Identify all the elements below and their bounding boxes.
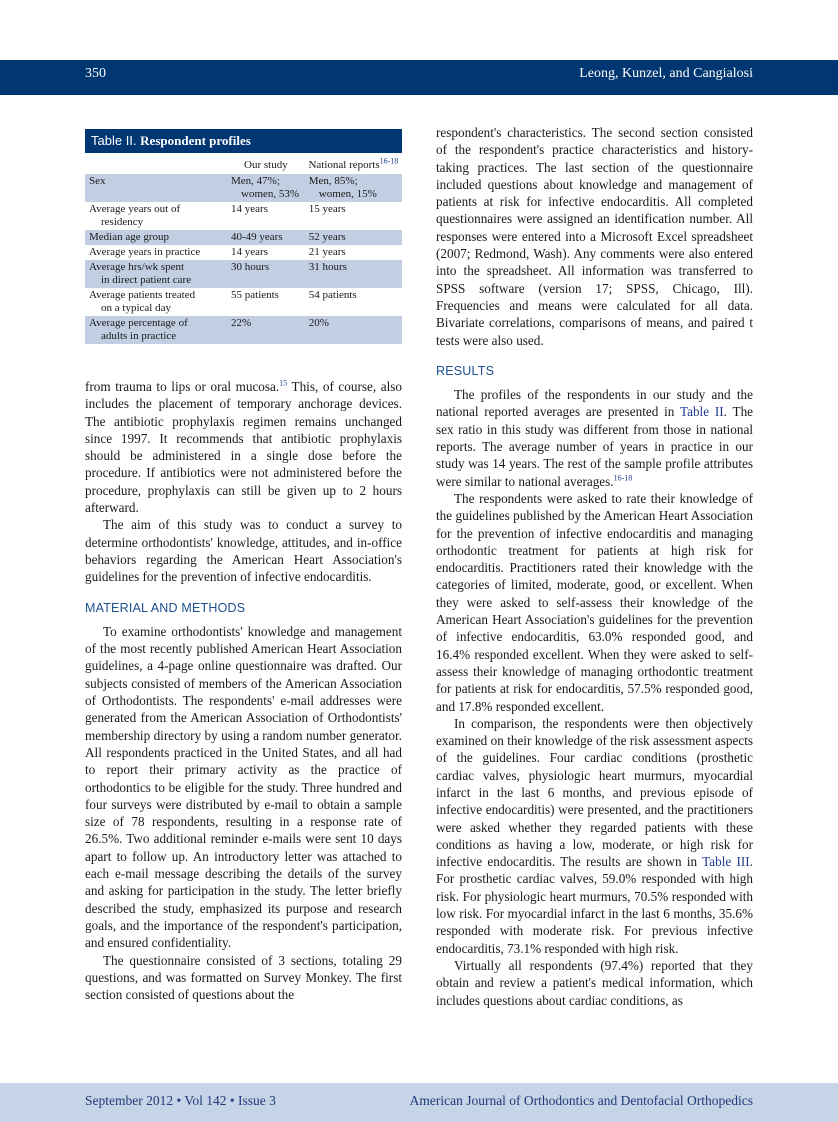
text-run: from trauma to lips or oral mucosa. [85,379,280,394]
national-value [305,174,402,202]
table-row [85,174,402,202]
paragraph [85,623,402,952]
paragraph [436,957,753,1009]
issue-info: September 2012 • Vol 142 • Issue 3 [85,1093,276,1108]
row-label [85,202,227,230]
section-heading: MATERIAL AND METHODS [85,600,246,615]
value-line1: 22% [231,317,252,329]
our-study-value [227,245,305,260]
our-study-value [227,202,305,230]
national-value [305,202,402,230]
text-run: The respondents were asked to rate their knowledge of the guidelines published by the American Heart Association for the prevention of infective endocarditis and managing orthodontic treatment for patients at high risk for endocarditis. Practitioners rated their knowledge with the categories of limited, moderate, good, or excellent. When they were asked to self-assess their knowledge of the American Heart Association's guidelines for the prevention of infective endocarditis, 63.0% responded good, and 16.4% responded excellent. When they were asked to self-assess their knowledge of managing orthodontic treatment for patients at risk for endocarditis, 57.5% responded good, and 17.8% responded excellent. [436,490,753,714]
col-our-study: Our study [244,159,288,171]
value-line1: 21 years [308,246,346,258]
national-value [305,230,402,245]
text-run: The questionnaire consisted of 3 sections, totaling 29 questions, and was formatted on Survey Monkey. The first section consisted of questions about the [85,952,402,1003]
value-line1: 30 hours [231,261,270,273]
paragraph [85,378,402,516]
col-national [305,153,402,174]
value-line2: women, 15% [318,188,377,200]
value-line1: 14 years [231,246,268,258]
row-label-line1: Average percentage of [89,317,188,329]
paragraph [436,490,753,715]
citation-superscript[interactable]: 16-18 [613,473,633,483]
national-value [305,260,402,288]
table-row [85,288,402,316]
our-study-value [227,230,305,245]
citation-superscript[interactable]: 15 [279,378,288,388]
page-number: 350 [85,66,106,81]
table-label: Table II. [91,133,137,148]
text-run: The aim of this study was to conduct a survey to determine orthodontists' knowledge, attitudes, and in-office behaviors regarding the American Heart Association's guidelines for the prevention of infective endocarditis. [85,517,402,585]
row-label-line2: adults in practice [101,330,177,342]
text-run: To examine orthodontists' knowledge and management of the most recently published American Heart Association guidelines, a 4-page online questionnaire was drafted. Our subjects consisted of members of the American Association of Orthodontists. The respondents' e-mail addresses were generated from the American Association of Orthodontists' membership directory by using a random number generator. All respondents practiced in the United States, and all had to report their primary activity as the practice of orthodontics to be eligible for the study. Three hundred and four surveys were distributed by e-mail to obtain a sample size of 78 respondents, resulting in a response rate of 26.5%. Two additional reminder e-mails were sent 10 days apart to follow up. An introductory letter was attached to each e-mail message describing the details of the survey and asking for participation in the study. The letter briefly described the study, emphasized its purpose and research goals, and the importance of the respondent's participation, and ensured confidentiality. [85,623,402,951]
row-label-line1: Median age group [89,231,170,243]
row-label-line1: Average years in practice [89,246,201,258]
row-label-line1: Average hrs/wk spent [89,261,185,273]
value-line1: 15 years [308,203,346,215]
value-line1: 55 patients [231,289,279,301]
value-line1: Men, 47%; [231,175,280,187]
table-reference-link[interactable]: Table II [679,404,724,420]
national-value [305,316,402,344]
journal-name: American Journal of Orthodontics and Dentofacial Orthopedics [409,1093,753,1108]
paragraph [85,516,402,585]
section-heading: RESULTS [436,363,495,378]
text-run: Virtually all respondents (97.4%) reported that they obtain and review a patient's medical information, which includes questions about cardiac conditions, as [436,957,753,1008]
table-header-row [85,153,402,174]
our-study-value [227,288,305,316]
text-run: . For prosthetic cardiac valves, 59.0% responded with high risk. For physiologic heart murmurs, 70.5% responded with low risk. For myocardial infarct in the last 6 months, 35.6% responded with moderate risk. For previous infective endocarditis, 73.1% responded with high risk. [436,854,753,956]
paragraph [436,386,753,490]
row-label [85,174,227,202]
running-header [0,60,838,95]
row-label [85,260,227,288]
national-value [305,245,402,260]
value-line1: 52 years [308,231,346,243]
citation: 16-18 [379,156,399,166]
text-run: The profiles of the respondents in our study and the national reported averages are presented in [436,387,753,420]
running-footer [0,1083,838,1122]
table-row [85,316,402,344]
text-run: This, of course, also includes the placement of temporary anchorage devices. The antibiotic prophylaxis regimen remains unchanged since 1997. It recommends that antibiotic prophylaxis should be administered in a single dose before the procedure. If antibiotics were not administered before the procedure, prophylaxis can still be given up to 2 hours afterward. [85,379,402,516]
value-line1: 14 years [231,203,268,215]
paragraph [85,952,402,1004]
value-line1: 54 patients [308,289,357,301]
table-row [85,202,402,230]
right-column [436,124,753,1009]
row-label-line1: Sex [89,175,106,187]
text-run: In comparison, the respondents were then objectively examined on their knowledge of the risk assessment aspects of the guidelines. Four cardiac conditions (prosthetic cardiac valves, physiologic heart murmurs, myocardial infarct in the last 6 months, and previous episode of infective endocarditis) were presented, and the practitioners were asked whether they regarded patients with these conditions as having a low, moderate, or high risk for infective endocarditis. The results are shown in [436,715,753,870]
value-line1: 20% [308,317,329,329]
row-label [85,316,227,344]
text-run: respondent's characteristics. The second section consisted of the respondent's practice characteristics and history-taking practices. The last section of the questionnaire included questions about knowledge and management of patients at risk for infective endocarditis. All completed questionnaires were assigned an identification number. All responses were entered into a Microsoft Excel spreadsheet (2007; Redmond, Wash). Any comments were also entered into the spreadsheet. All information was transferred to SPSS software (version 17; SPSS, Chicago, Ill). Frequencies and means were calculated for all data. Bivariate correlations, comparisons of means, and paired t tests were also used. [436,125,753,348]
paragraph [436,715,753,957]
table-row [85,260,402,288]
our-study-value [227,174,305,202]
row-label [85,230,227,245]
value-line1: 40-49 years [231,231,283,243]
value-line1: Men, 85%; [308,175,358,187]
left-column [85,378,402,1003]
running-authors: Leong, Kunzel, and Cangialosi [579,66,753,81]
row-label-line2: in direct patient care [101,274,192,286]
paragraph [436,124,753,349]
row-label-line2: residency [101,216,144,228]
col-national-label: National reports [308,159,380,171]
row-label-line2: on a typical day [101,302,171,314]
table-caption [85,129,402,153]
row-label [85,245,227,260]
value-line2: women, 53% [241,188,300,200]
table-reference-link[interactable]: Table III [702,854,750,870]
our-study-value [227,260,305,288]
value-line1: 31 hours [308,261,347,273]
national-value [305,288,402,316]
table-row [85,230,402,245]
our-study-value [227,316,305,344]
respondent-profiles-table [85,129,402,344]
table-row [85,245,402,260]
row-label-line1: Average patients treated [89,289,196,301]
row-label-line1: Average years out of [89,203,181,215]
table-title: Respondent profiles [140,133,251,148]
text-run: . The sex ratio in this study was different from those in national reports. The average number of years in practice in our study was 14 years. The rest of the sample profile attributes were similar to national averages. [436,404,754,489]
row-label [85,288,227,316]
